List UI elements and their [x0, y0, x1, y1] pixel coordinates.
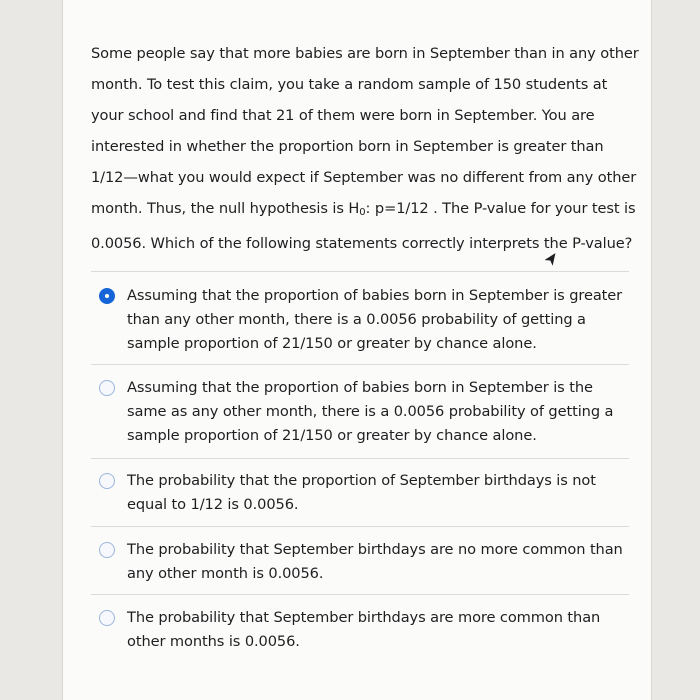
question-text: [91, 38, 639, 259]
divider-4: [91, 594, 629, 595]
divider-1: [91, 364, 629, 365]
question-card: [62, 0, 652, 700]
radio-option-4[interactable]: [99, 542, 115, 558]
answer-option-3-text: The probability that the proportion of September birthdays is not equal to 1/12 is 0.0056.: [127, 472, 596, 513]
subscript-zero: 0: [359, 207, 366, 218]
answer-option-2-text: Assuming that the proportion of babies born in September is the same as any other month, there is a 0.0056 probability of getting a sample proportion of 21/150 or greater by chance alone.: [127, 379, 614, 444]
radio-option-3[interactable]: [99, 473, 115, 489]
divider-3: [91, 526, 629, 527]
radio-option-1-selected[interactable]: [99, 288, 115, 304]
divider-top: [91, 271, 629, 272]
divider-2: [91, 458, 629, 459]
radio-option-2[interactable]: [99, 380, 115, 396]
answer-option-4-text: The probability that September birthdays are no more common than any other month is 0.0056.: [127, 541, 623, 582]
radio-option-5[interactable]: [99, 610, 115, 626]
question-text-part-1: Some people say that more babies are born in September than in any other month. To test this claim, you take a random sample of 150 students at your school and find that 21 of them were born in September. You are interested in whether the proportion born in September is greater than 1/12—what you would expect if September was no different from any other month. Thus, the null hypothesis is H: [91, 45, 639, 217]
answer-option-1-text: Assuming that the proportion of babies born in September is greater than any other month, there is a 0.0056 probability of getting a sample proportion of 21/150 or greater by chance alone.: [127, 287, 623, 352]
question-text-part-2: : p=1/12 . The P-value for your test is 0.0056. Which of the following statements correctly interprets the P-value?: [91, 200, 636, 252]
mouse-pointer-icon: [545, 250, 559, 266]
answer-option-5-text: The probability that September birthdays are more common than other months is 0.0056.: [127, 609, 601, 650]
